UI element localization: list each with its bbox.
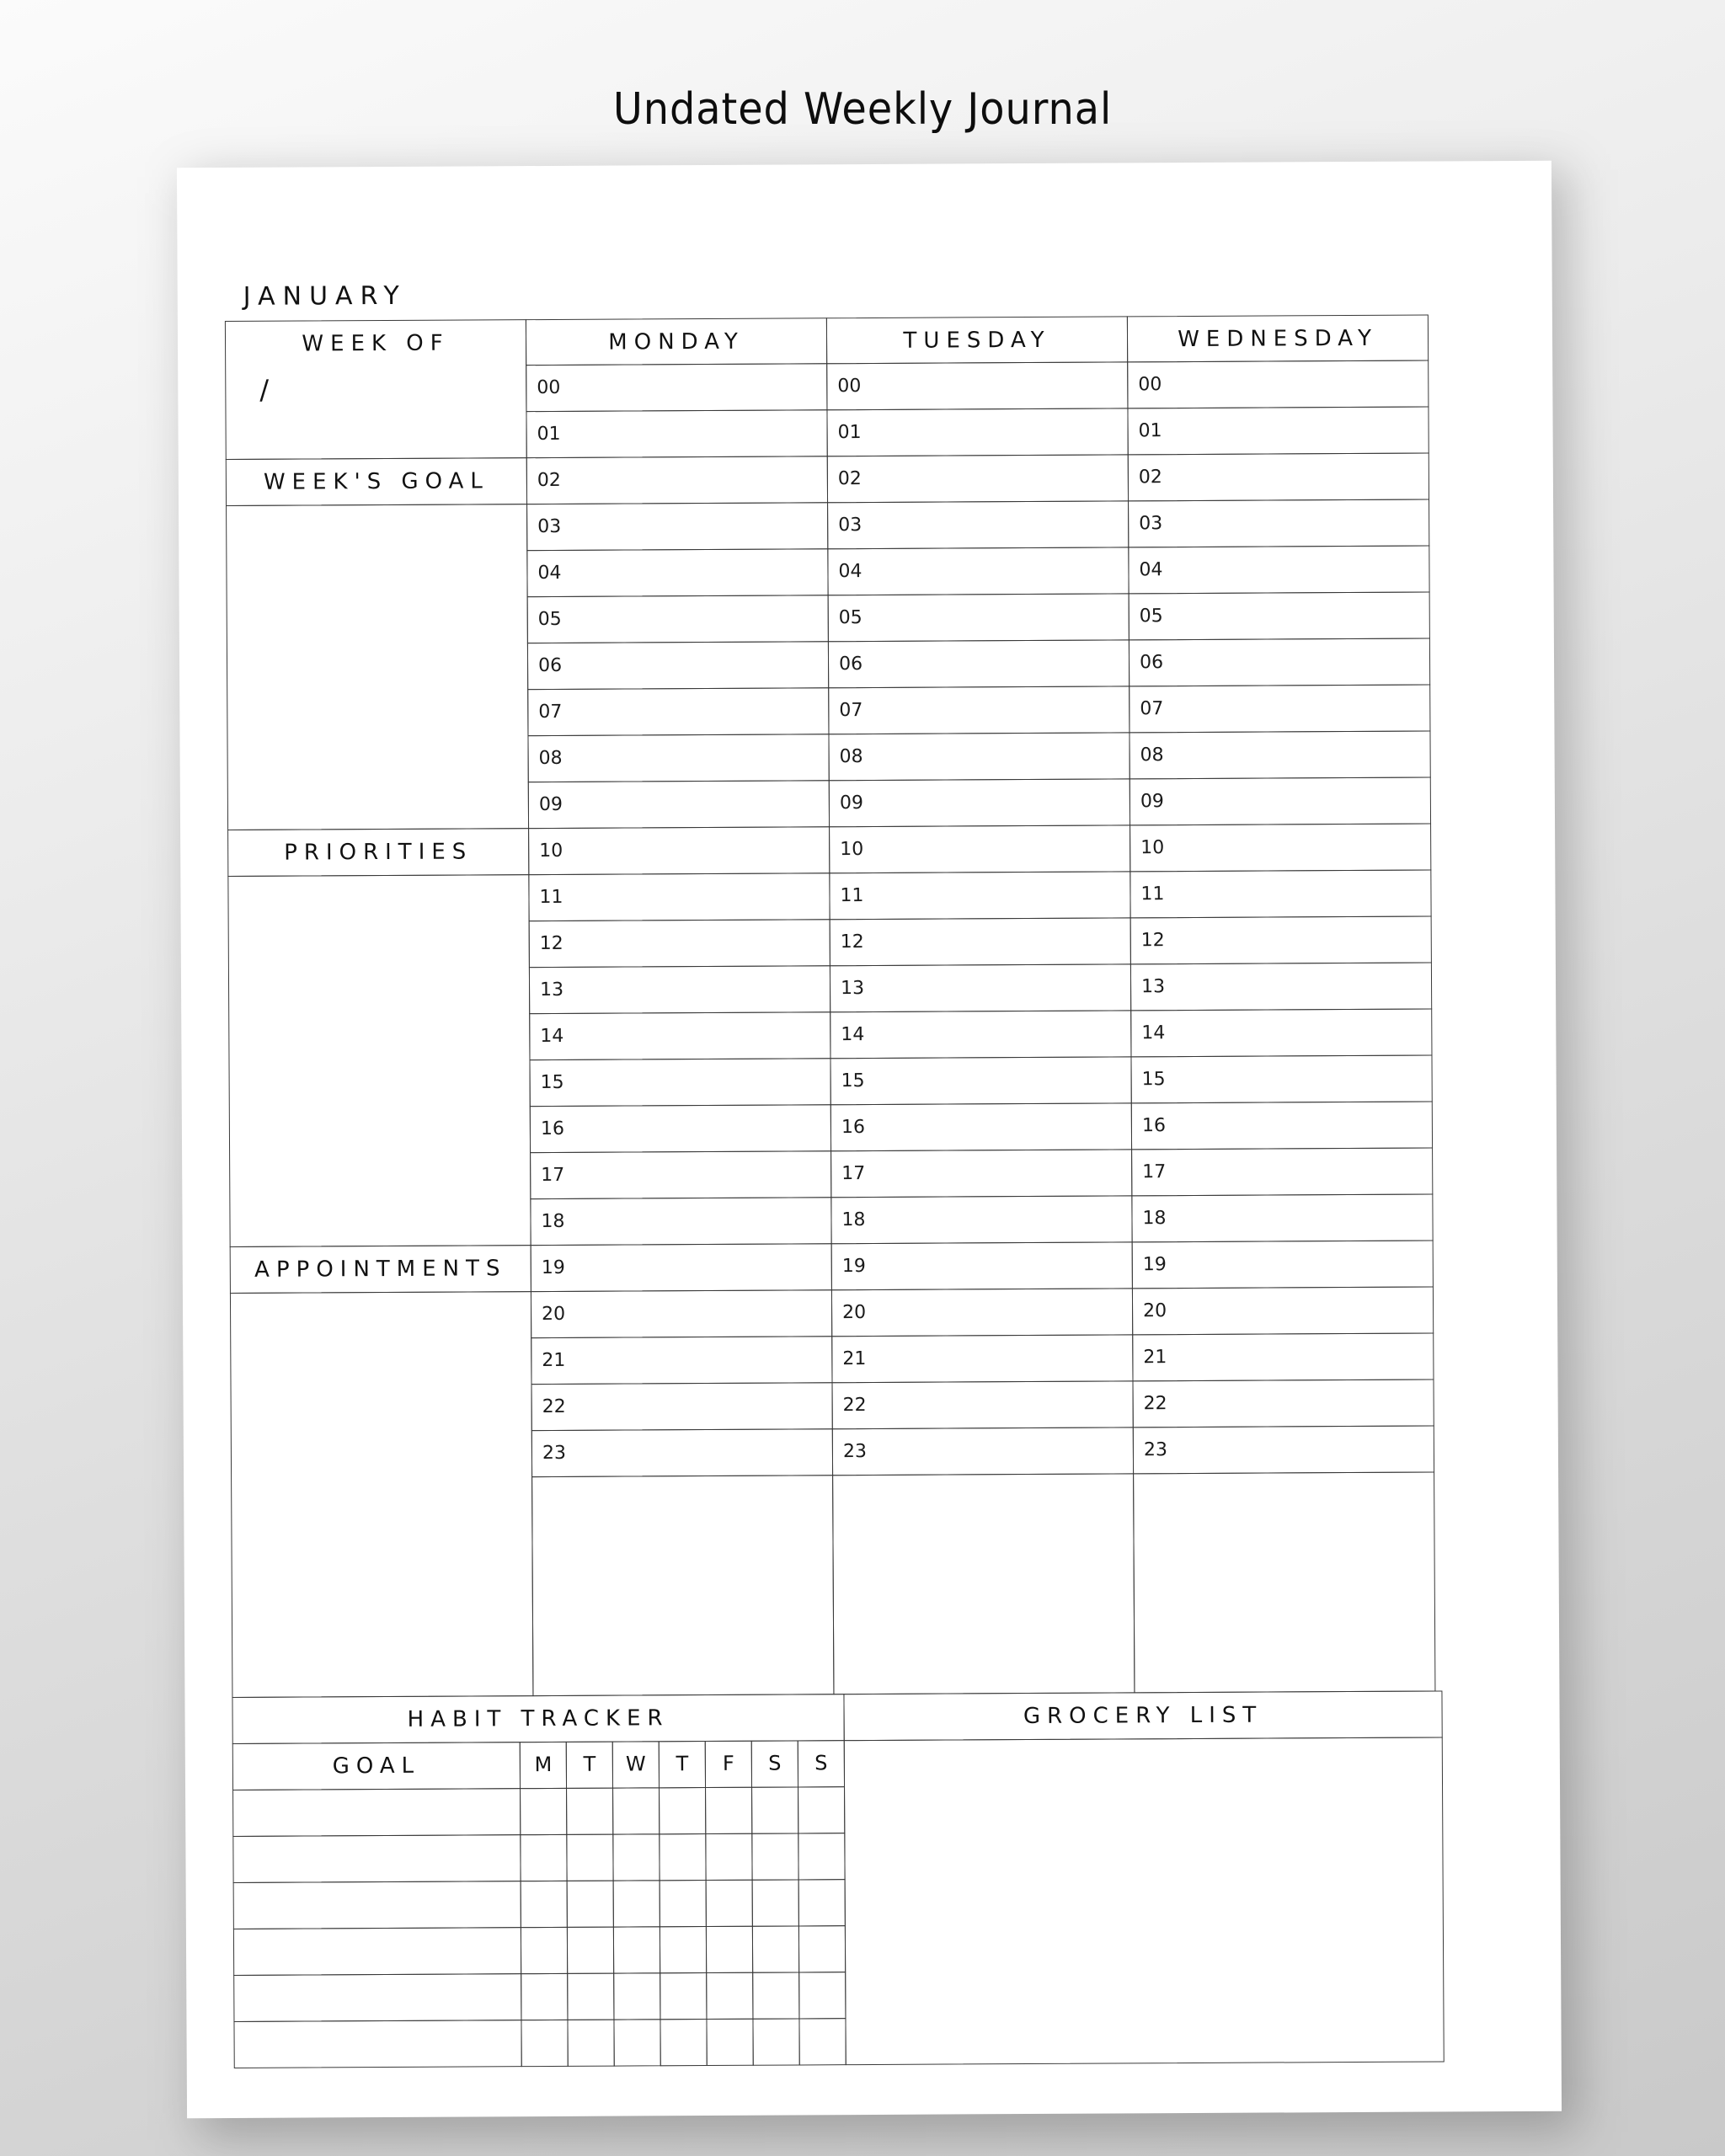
habit-check-cell[interactable] <box>798 1925 846 1972</box>
hour-slot[interactable] <box>1129 685 1430 734</box>
hour-label: 00 <box>837 376 862 398</box>
hour-label: 14 <box>841 1024 865 1046</box>
hour-label: 17 <box>841 1163 866 1185</box>
appointments-header <box>230 1245 531 1294</box>
habit-day-header <box>659 1741 706 1788</box>
hour-label: 04 <box>838 561 862 583</box>
habit-tracker-title: HABIT TRACKER <box>407 1705 670 1732</box>
hour-label: 04 <box>1139 559 1163 581</box>
hour-slot[interactable] <box>527 734 829 782</box>
hour-label: 03 <box>1139 513 1163 535</box>
hour-slot[interactable] <box>1133 1425 1434 1474</box>
hour-label: 05 <box>1139 606 1163 627</box>
hour-slot[interactable] <box>1130 1054 1432 1103</box>
hour-slot[interactable] <box>529 1011 830 1060</box>
habit-check-cell[interactable] <box>613 2019 660 2066</box>
habit-check-cell[interactable] <box>706 2019 753 2066</box>
day-notes-area[interactable] <box>1133 1471 1435 1693</box>
page-title: Undated Weekly Journal <box>612 84 1113 135</box>
hour-label: 21 <box>542 1349 566 1372</box>
hour-slot[interactable] <box>1127 407 1429 456</box>
priorities-header <box>227 828 529 877</box>
habit-check-cell[interactable] <box>566 1834 613 1881</box>
hour-label: 01 <box>537 423 561 446</box>
habit-check-cell[interactable] <box>521 1927 568 1974</box>
day-header-wednesday <box>1127 315 1429 363</box>
habit-day-label: M <box>534 1752 553 1777</box>
hour-slot[interactable] <box>829 778 1130 827</box>
hour-slot[interactable] <box>828 686 1130 734</box>
hour-slot[interactable] <box>827 547 1129 595</box>
hour-label: 19 <box>1142 1254 1167 1276</box>
hour-slot[interactable] <box>1130 963 1432 1011</box>
hour-slot[interactable] <box>531 1428 833 1477</box>
hour-label: 17 <box>1142 1161 1167 1183</box>
habit-check-cell[interactable] <box>752 1972 799 2019</box>
hour-slot[interactable] <box>828 593 1130 642</box>
hour-slot[interactable] <box>1128 453 1429 502</box>
hour-label: 13 <box>840 978 865 1000</box>
habit-goal-cell[interactable] <box>233 2020 521 2068</box>
hour-slot[interactable] <box>1128 499 1429 548</box>
hour-label: 07 <box>839 700 863 722</box>
habit-goal-cell[interactable] <box>233 1881 521 1929</box>
hour-slot[interactable] <box>1128 546 1429 595</box>
hour-label: 02 <box>1138 467 1162 488</box>
habit-check-cell[interactable] <box>613 1880 660 1927</box>
hour-label: 17 <box>541 1164 565 1187</box>
habit-check-cell[interactable] <box>751 1833 798 1880</box>
hour-label: 22 <box>542 1396 566 1418</box>
habit-goal-header <box>232 1742 521 1790</box>
hour-label: 02 <box>537 469 561 492</box>
hour-slot[interactable] <box>530 1104 831 1153</box>
habit-check-cell[interactable] <box>798 1972 846 2019</box>
habit-check-cell[interactable] <box>612 1787 660 1834</box>
habit-check-cell[interactable] <box>566 1788 613 1835</box>
grocery-list-area[interactable] <box>844 1737 1445 2065</box>
hour-label: 20 <box>542 1303 566 1326</box>
hour-slot[interactable] <box>1131 1193 1433 1242</box>
hour-label: 15 <box>841 1070 865 1092</box>
habit-check-cell[interactable] <box>660 1972 707 2020</box>
hour-label: 14 <box>1141 1022 1166 1044</box>
appointments-area[interactable] <box>230 1291 534 1698</box>
hour-slot[interactable] <box>1132 1332 1434 1381</box>
hour-label: 19 <box>541 1257 565 1279</box>
habit-day-label: S <box>768 1751 782 1775</box>
habit-goal-cell[interactable] <box>232 1834 521 1883</box>
hour-label: 02 <box>837 468 862 490</box>
hour-slot[interactable] <box>1130 1008 1432 1057</box>
hour-slot[interactable] <box>1132 1240 1434 1289</box>
habit-day-header <box>566 1742 613 1789</box>
hour-slot[interactable] <box>826 408 1128 456</box>
hour-label: 18 <box>1142 1208 1167 1230</box>
hour-slot[interactable] <box>526 548 828 597</box>
hour-label: 16 <box>540 1118 564 1140</box>
hour-slot[interactable] <box>831 1288 1133 1337</box>
hour-label: 21 <box>842 1348 867 1370</box>
day-header-label: MONDAY <box>608 328 745 355</box>
hour-slot[interactable] <box>528 780 830 829</box>
hour-label: 05 <box>537 608 562 631</box>
hour-label: 11 <box>539 886 563 909</box>
habit-check-cell[interactable] <box>659 1833 706 1881</box>
week-of-label: WEEK OF <box>302 330 450 357</box>
hour-label: 13 <box>1140 976 1166 998</box>
hour-label: 10 <box>840 839 864 861</box>
hour-slot[interactable] <box>529 965 830 1014</box>
habit-day-label: F <box>722 1751 734 1775</box>
hour-label: 22 <box>1143 1393 1167 1415</box>
hour-label: 00 <box>537 376 561 399</box>
habit-check-cell[interactable] <box>520 1834 567 1881</box>
hour-label: 01 <box>837 422 862 444</box>
hour-label: 04 <box>537 562 562 584</box>
hour-label: 14 <box>540 1025 564 1048</box>
habit-check-cell[interactable] <box>659 1787 706 1834</box>
day-header-tuesday <box>826 316 1128 364</box>
day-header-label: TUESDAY <box>903 327 1051 354</box>
habit-day-label: W <box>625 1752 646 1776</box>
hour-label: 12 <box>840 931 864 953</box>
weekly-planner-grid <box>225 314 1445 2067</box>
hour-slot[interactable] <box>1130 916 1432 965</box>
habit-check-cell[interactable] <box>706 1972 753 2020</box>
habit-check-cell[interactable] <box>752 2018 799 2065</box>
grocery-list-header <box>843 1690 1442 1741</box>
hour-label: 12 <box>1140 930 1165 952</box>
habit-check-cell[interactable] <box>751 1786 798 1833</box>
week-of-box[interactable] <box>225 319 527 460</box>
hour-slot[interactable] <box>526 409 827 458</box>
day-notes-area[interactable] <box>531 1475 834 1696</box>
hour-slot[interactable] <box>526 363 827 412</box>
hour-slot[interactable] <box>531 1382 833 1431</box>
habit-check-cell[interactable] <box>798 1879 846 1926</box>
habit-check-cell[interactable] <box>520 1788 567 1835</box>
hour-slot[interactable] <box>529 1058 830 1107</box>
habit-check-cell[interactable] <box>706 1880 753 1927</box>
hour-label: 12 <box>539 932 563 955</box>
hour-slot[interactable] <box>527 687 829 736</box>
hour-slot[interactable] <box>526 502 828 551</box>
habit-check-cell[interactable] <box>567 2020 614 2067</box>
hour-label: 21 <box>1143 1347 1167 1369</box>
hour-slot[interactable] <box>526 456 828 504</box>
hour-slot[interactable] <box>832 1380 1134 1429</box>
hour-slot[interactable] <box>528 873 830 921</box>
habit-check-cell[interactable] <box>660 1926 707 1973</box>
hour-slot[interactable] <box>832 1427 1134 1476</box>
hour-label: 08 <box>839 746 863 768</box>
hour-label: 09 <box>538 793 563 816</box>
hour-slot[interactable] <box>529 919 830 968</box>
habit-check-cell[interactable] <box>752 1879 799 1926</box>
hour-label: 09 <box>1140 791 1164 813</box>
hour-slot[interactable] <box>1129 731 1430 780</box>
hour-label: 07 <box>1140 698 1164 720</box>
hour-label: 19 <box>841 1256 866 1278</box>
hour-slot[interactable] <box>830 1195 1132 1244</box>
day-header-label: WEDNESDAY <box>1178 325 1378 353</box>
habit-check-cell[interactable] <box>612 1833 660 1881</box>
hour-slot[interactable] <box>1131 1147 1433 1196</box>
habit-day-header <box>520 1742 567 1789</box>
habit-check-cell[interactable] <box>798 1786 845 1833</box>
habit-day-header <box>612 1741 660 1788</box>
hour-label: 10 <box>539 840 563 862</box>
weeks-goal-header <box>226 457 527 506</box>
hour-label: 00 <box>1138 374 1162 396</box>
hour-slot[interactable] <box>830 1149 1132 1198</box>
habit-day-header <box>798 1740 845 1787</box>
hour-label: 16 <box>841 1117 865 1139</box>
hour-slot[interactable] <box>831 1241 1133 1290</box>
habit-tracker-header <box>232 1694 844 1744</box>
hour-label: 13 <box>540 979 564 1001</box>
weeks-goal-label: WEEK'S GOAL <box>263 468 489 495</box>
habit-check-cell[interactable] <box>521 1973 568 2020</box>
hour-label: 06 <box>537 654 563 677</box>
hour-label: 15 <box>1141 1069 1166 1091</box>
hour-label: 23 <box>1143 1439 1168 1461</box>
hour-label: 08 <box>1140 744 1164 766</box>
habit-check-cell[interactable] <box>660 2019 707 2066</box>
hour-label: 10 <box>1140 837 1165 859</box>
hour-slot[interactable] <box>531 1243 832 1292</box>
day-header-monday <box>526 318 827 366</box>
habit-check-cell[interactable] <box>705 1833 752 1881</box>
hour-slot[interactable] <box>829 871 1130 920</box>
date-separator: / <box>259 373 270 406</box>
habit-goal-cell[interactable] <box>233 1973 521 2022</box>
hour-slot[interactable] <box>1130 777 1431 826</box>
day-notes-area[interactable] <box>832 1473 1135 1694</box>
habit-check-cell[interactable] <box>521 1881 568 1928</box>
hour-slot[interactable] <box>528 826 830 875</box>
hour-label: 06 <box>1139 652 1164 674</box>
habit-day-label: T <box>676 1752 689 1776</box>
hour-slot[interactable] <box>1133 1379 1434 1428</box>
hour-slot[interactable] <box>1129 592 1430 641</box>
hour-slot[interactable] <box>530 1197 831 1246</box>
habit-check-cell[interactable] <box>613 1972 660 2020</box>
hour-slot[interactable] <box>831 1334 1133 1383</box>
hour-label: 11 <box>840 885 864 907</box>
habit-day-label: S <box>814 1751 828 1775</box>
hour-label: 18 <box>841 1209 866 1231</box>
hour-slot[interactable] <box>827 454 1129 503</box>
hour-slot[interactable] <box>828 732 1130 781</box>
hour-label: 09 <box>839 792 863 814</box>
habit-goal-cell[interactable] <box>232 1788 521 1837</box>
hour-slot[interactable] <box>830 917 1131 966</box>
habit-check-cell[interactable] <box>567 1927 614 1974</box>
hour-label: 22 <box>842 1395 867 1417</box>
hour-slot[interactable] <box>1132 1286 1434 1335</box>
grocery-list-title: GROCERY LIST <box>1023 1702 1263 1730</box>
hour-slot[interactable] <box>830 1102 1132 1151</box>
habit-check-cell[interactable] <box>567 1881 614 1928</box>
weeks-goal-area[interactable] <box>226 504 529 830</box>
habit-day-header <box>751 1740 798 1787</box>
hour-label: 18 <box>541 1210 565 1233</box>
hour-slot[interactable] <box>829 825 1130 873</box>
habit-check-cell[interactable] <box>798 2018 846 2065</box>
hour-slot[interactable] <box>1127 360 1429 409</box>
hour-label: 03 <box>838 515 862 536</box>
hour-slot[interactable] <box>531 1289 832 1338</box>
hour-slot[interactable] <box>527 641 829 690</box>
hour-label: 01 <box>1138 420 1162 442</box>
hour-label: 03 <box>537 515 562 538</box>
habit-goal-label: GOAL <box>332 1753 421 1780</box>
hour-label: 05 <box>838 607 862 629</box>
hour-label: 06 <box>838 654 863 675</box>
hour-slot[interactable] <box>1130 824 1431 873</box>
hour-label: 23 <box>542 1442 567 1465</box>
hour-label: 23 <box>842 1441 868 1463</box>
hour-slot[interactable] <box>830 1010 1131 1059</box>
hour-slot[interactable] <box>527 595 829 643</box>
hour-label: 08 <box>538 747 563 770</box>
hour-slot[interactable] <box>531 1336 832 1385</box>
habit-goal-cell[interactable] <box>233 1927 521 1976</box>
habit-check-cell[interactable] <box>706 1926 753 1973</box>
habit-check-cell[interactable] <box>567 1973 614 2020</box>
habit-day-header <box>705 1741 752 1788</box>
hour-label: 20 <box>842 1302 867 1324</box>
habit-check-cell[interactable] <box>521 2020 568 2067</box>
hour-label: 15 <box>540 1071 564 1094</box>
hour-label: 20 <box>1143 1300 1167 1322</box>
hour-slot[interactable] <box>1131 1101 1433 1150</box>
hour-slot[interactable] <box>826 361 1128 410</box>
planner-page <box>177 161 1562 2119</box>
habit-check-cell[interactable] <box>660 1880 707 1927</box>
habit-check-cell[interactable] <box>798 1833 845 1880</box>
priorities-label: PRIORITIES <box>284 839 473 866</box>
habit-check-cell[interactable] <box>705 1787 752 1834</box>
hour-label: 11 <box>1140 883 1165 905</box>
month-label: JANUARY <box>243 280 407 312</box>
habit-check-cell[interactable] <box>752 1925 799 1972</box>
hour-slot[interactable] <box>1129 638 1430 687</box>
appointments-label: APPOINTMENTS <box>254 1256 507 1283</box>
habit-day-label: T <box>583 1752 596 1776</box>
habit-check-cell[interactable] <box>613 1926 660 1973</box>
hour-slot[interactable] <box>530 1150 831 1199</box>
hour-slot[interactable] <box>830 963 1131 1012</box>
hour-label: 07 <box>538 701 563 723</box>
hour-slot[interactable] <box>1130 870 1431 919</box>
hour-label: 16 <box>1141 1115 1166 1137</box>
hour-slot[interactable] <box>830 1056 1131 1105</box>
priorities-area[interactable] <box>227 874 531 1247</box>
hour-slot[interactable] <box>828 639 1130 688</box>
hour-slot[interactable] <box>827 500 1129 549</box>
